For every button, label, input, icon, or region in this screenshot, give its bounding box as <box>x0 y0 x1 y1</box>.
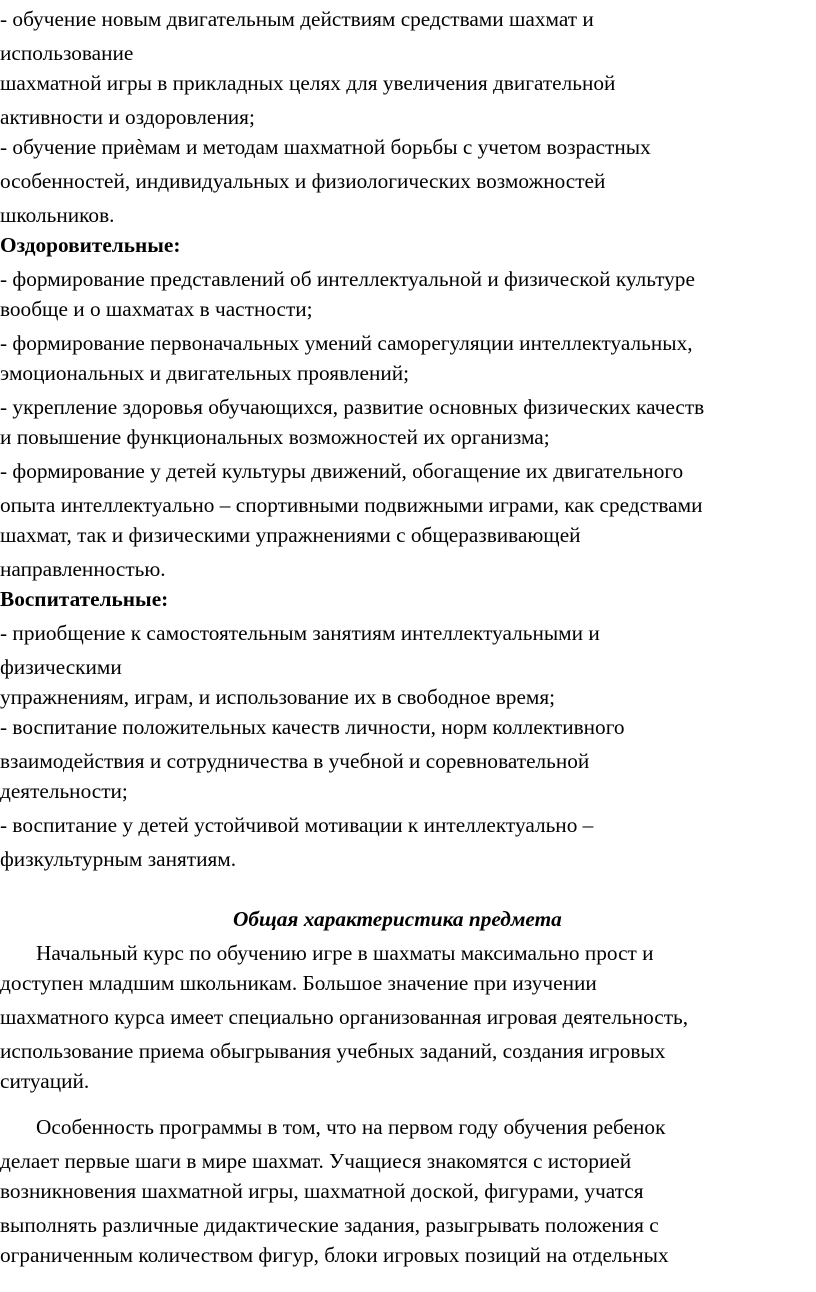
text-line: и повышение функциональных возможностей их организма; <box>0 425 550 449</box>
text-line: - приобщение к самостоятельным занятиям интеллектуальными и <box>0 621 600 645</box>
section-heading-upbringing: Воспитательные: <box>0 587 169 611</box>
text-line: - воспитание у детей устойчивой мотивации к интеллектуально – <box>0 813 594 837</box>
text-line: взаимодействия и сотрудничества в учебной и соревновательной <box>0 749 590 773</box>
paragraph-first-line: Начальный курс по обучению игре в шахматы максимально прост и <box>36 941 654 965</box>
text-line: использование приема обыгрывания учебных заданий, создания игровых <box>0 1039 666 1063</box>
text-line: - формирование представлений об интеллектуальной и физической культуре <box>0 267 695 291</box>
section-title: Общая характеристика предмета <box>233 907 562 931</box>
text-line: упражнениям, играм, и использование их в свободное время; <box>0 685 556 709</box>
section-heading-health: Оздоровительные: <box>0 233 181 257</box>
text-line: - воспитание положительных качеств личности, норм коллективного <box>0 715 625 739</box>
text-line: - укрепление здоровья обучающихся, развитие основных физических качеств <box>0 395 705 419</box>
text-line: направленностью. <box>0 557 166 581</box>
text-line: выполнять различные дидактические задания, разыгрывать положения с <box>0 1213 659 1237</box>
text-line: особенностей, индивидуальных и физиологических возможностей <box>0 169 606 193</box>
text-line: - обучение приѐмам и методам шахматной борьбы с учетом возрастных <box>0 135 651 159</box>
text-line: активности и оздоровления; <box>0 105 255 129</box>
text-line: ограниченным количеством фигур, блоки игровых позиций на отдельных <box>0 1243 669 1267</box>
text-line: шахматного курса имеет специально организованная игровая деятельность, <box>0 1005 689 1029</box>
text-line: ситуаций. <box>0 1069 90 1093</box>
text-line: вообще и о шахматах в частности; <box>0 297 313 321</box>
text-line: шахмат, так и физическими упражнениями с общеразвивающей <box>0 523 581 547</box>
text-line: использование <box>0 41 134 65</box>
text-line: - обучение новым двигательным действиям средствами шахмат и <box>0 7 594 31</box>
paragraph-first-line: Особенность программы в том, что на первом году обучения ребенок <box>36 1115 666 1139</box>
text-line: опыта интеллектуально – спортивными подвижными играми, как средствами <box>0 493 703 517</box>
text-line: физкультурным занятиям. <box>0 847 237 871</box>
text-line: - формирование первоначальных умений саморегуляции интеллектуальных, <box>0 331 693 355</box>
text-line: - формирование у детей культуры движений, обогащение их двигательного <box>0 459 684 483</box>
text-line: доступен младшим школьникам. Большое значение при изучении <box>0 971 597 995</box>
text-line: шахматной игры в прикладных целях для увеличения двигательной <box>0 71 616 95</box>
text-line: возникновения шахматной игры, шахматной доской, фигурами, учатся <box>0 1179 644 1203</box>
text-line: делает первые шаги в мире шахмат. Учащиеся знакомятся с историей <box>0 1149 632 1173</box>
text-line: школьников. <box>0 203 115 227</box>
text-line: физическими <box>0 655 122 679</box>
text-line: деятельности; <box>0 779 128 803</box>
text-line: эмоциональных и двигательных проявлений; <box>0 361 410 385</box>
